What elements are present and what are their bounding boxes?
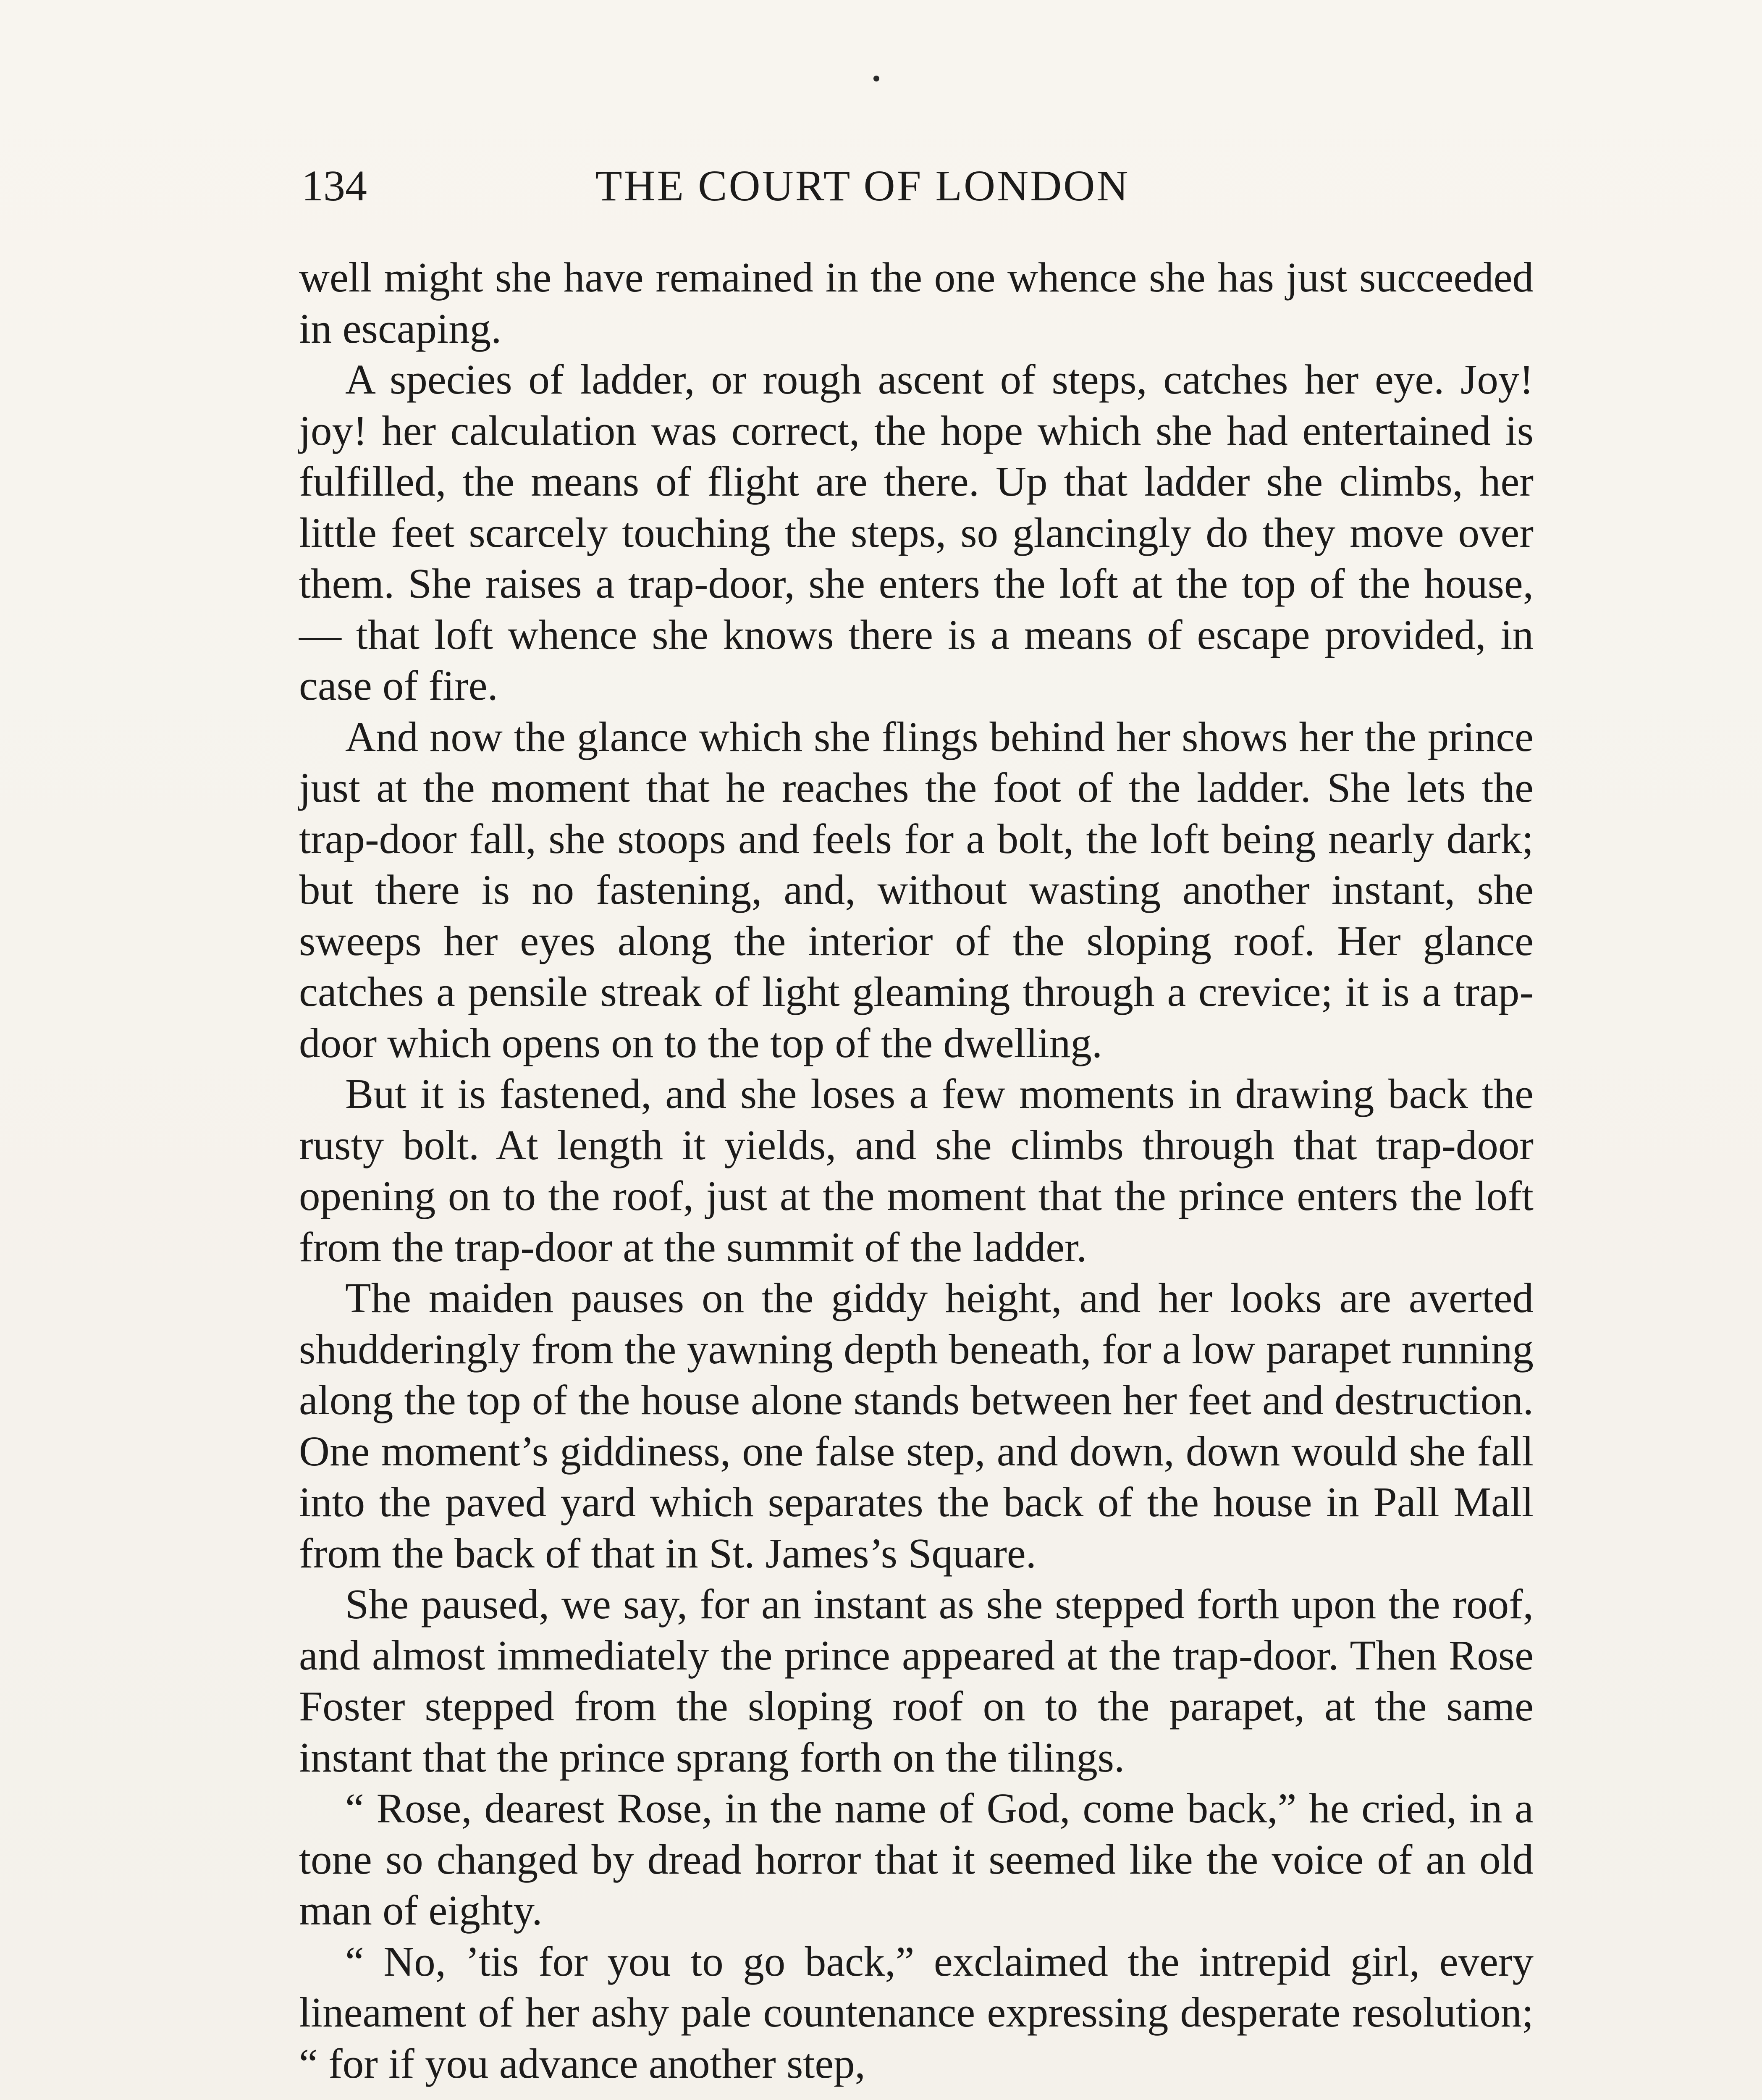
paragraph: “ Rose, dearest Rose, in the name of God, come back,” he cried, in a tone so changed by dread horror that it seemed like the voice of an old man of eighty. xyxy=(299,1785,1534,1934)
paragraph: A species of ladder, or rough ascent of steps, catches her eye. Joy! joy! her calculation was correct, the hope which she had entertained is fulfilled, the means of flight are there. Up that ladder she climbs, her little feet scarcely touching the steps, so glancingly do they move over them. She raises a trap-door, she enters the loft at the top of the house, — that loft whence she knows there is a means of escape provided, in case of fire. xyxy=(299,356,1534,709)
ink-speck xyxy=(873,76,879,81)
paragraph: But it is fastened, and she loses a few moments in drawing back the rusty bolt. At length it yields, and she climbs through that trap-door opening on to the roof, just at the moment that the prince enters the loft from the trap-door at the summit of the ladder. xyxy=(299,1070,1534,1270)
page-header xyxy=(302,155,1532,218)
running-head: THE COURT OF LONDON xyxy=(595,162,1130,210)
paragraph: “ No, ’tis for you to go back,” exclaimed the intrepid girl, every lineament of her ashy pale countenance expressing desperate resolution; “ for if you advance another step, xyxy=(299,1937,1534,2087)
page-number: 134 xyxy=(302,162,367,210)
paragraph: The maiden pauses on the giddy height, and her looks are averted shudderingly from the yawning depth beneath, for a low parapet running along the top of the house alone stands between her feet and destruction. One moment’s giddiness, one false step, and down, down would she fall into the paved yard which separates the back of the house in Pall Mall from the back of that in St. James’s Square. xyxy=(299,1274,1534,1577)
body-text xyxy=(299,252,1534,2089)
paragraph: She paused, we say, for an instant as she stepped forth upon the roof, and almost immediately the prince appeared at the trap-door. Then Rose Foster stepped from the sloping roof on to the parapet, at the same instant that the prince sprang forth on the tilings. xyxy=(299,1580,1534,1781)
paragraph: And now the glance which she flings behind her shows her the prince just at the moment that he reaches the foot of the ladder. She lets the trap-door fall, she stoops and feels for a bolt, the loft being nearly dark; but there is no fastening, and, without wasting another instant, she sweeps her eyes along the interior of the sloping roof. Her glance catches a pensile streak of light gleaming through a crevice; it is a trap-door which opens on to the top of the dwelling. xyxy=(299,713,1534,1066)
paragraph-continued: well might she have remained in the one whence she has just succeeded in escaping. xyxy=(299,254,1534,352)
